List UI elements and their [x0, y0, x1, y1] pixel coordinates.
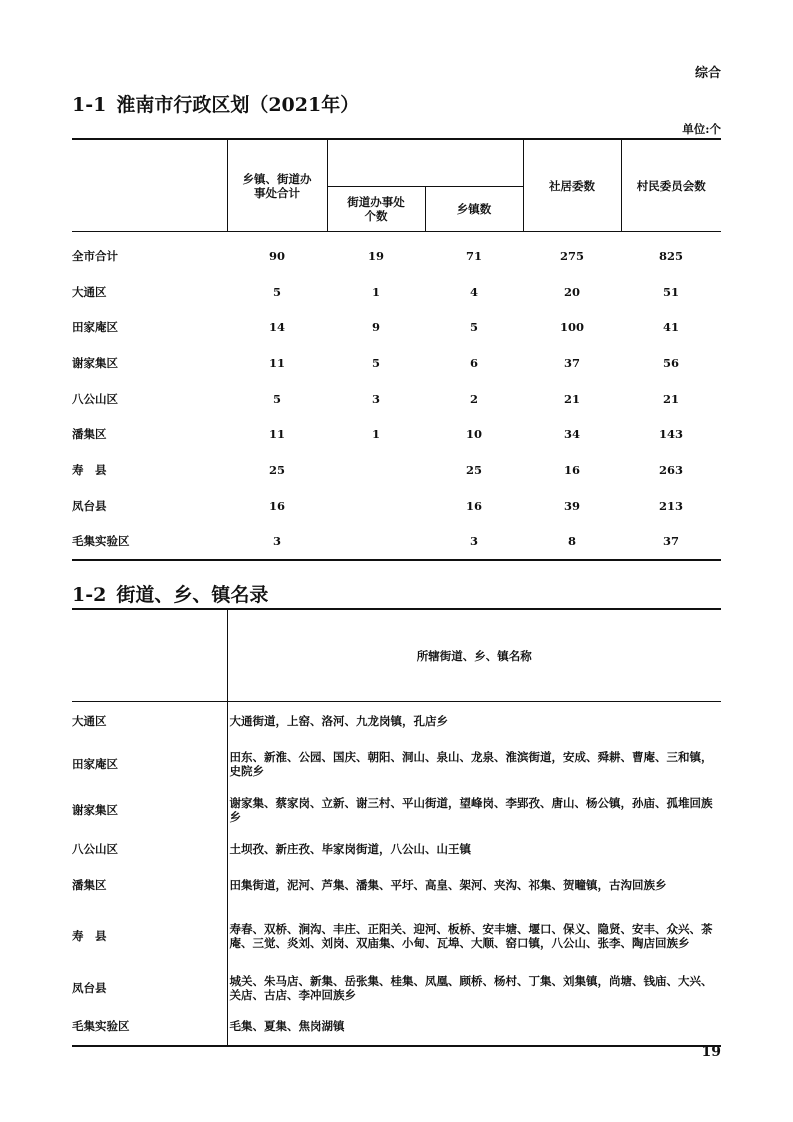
- table-row: [72, 866, 721, 904]
- cell-communities: 16: [563, 462, 580, 477]
- cell-subdistricts: 1: [371, 284, 380, 299]
- cell-name: 寿 县: [72, 462, 107, 477]
- cell-name: 凤台县: [72, 498, 107, 513]
- cell-total: 5: [272, 391, 281, 406]
- cell-total: 5: [272, 284, 281, 299]
- cell-communities: 8: [567, 534, 576, 549]
- cell-townships: 5: [469, 320, 478, 335]
- cell-total: 3: [272, 534, 281, 549]
- cell-total: 14: [268, 320, 285, 335]
- cell-villages: 37: [662, 534, 679, 549]
- cell-name: 大通区: [72, 284, 107, 299]
- cell-name: 毛集实验区: [72, 1008, 227, 1046]
- cell-list: 大通街道，上窑、洛河、九龙岗镇，孔店乡: [229, 713, 448, 728]
- cell-townships: 25: [465, 462, 482, 477]
- table2-title: [72, 580, 268, 607]
- table1-title: [72, 90, 359, 117]
- table-row: [72, 381, 721, 417]
- cell-name: 八公山区: [72, 391, 118, 406]
- col-header-communities: 社居委数: [523, 139, 621, 232]
- cell-list: 毛集、夏集、焦岗湖镇: [229, 1019, 345, 1033]
- cell-villages: 213: [658, 498, 683, 513]
- col-header-total: 乡镇、街道办事处合计: [227, 139, 327, 232]
- cell-communities: 34: [563, 427, 580, 442]
- table-row: [72, 232, 721, 274]
- admin-division-table: [72, 138, 721, 561]
- cell-name: 田家庵区: [72, 320, 118, 335]
- row-header-corner: [72, 139, 227, 232]
- cell-townships: 10: [465, 427, 482, 442]
- page-number: 19: [701, 1044, 721, 1060]
- cell-subdistricts: [327, 452, 425, 488]
- table1-number: 1-1: [72, 94, 107, 116]
- cell-list: 寿春、双桥、涧沟、丰庄、正阳关、迎河、板桥、安丰塘、堰口、保义、隐贤、安丰、众兴、茶庵、三觉、炎刘、刘岗、双庙集、小甸、瓦埠、大顺、窑口镇，八公山、张李、陶店回族乡: [229, 921, 713, 950]
- cell-name: 大通区: [72, 702, 227, 740]
- cell-communities: 39: [563, 498, 580, 513]
- cell-communities: 20: [563, 284, 580, 299]
- cell-name: 凤台县: [72, 968, 227, 1008]
- table-row: [72, 309, 721, 345]
- cell-list: 城关、朱马店、新集、岳张集、桂集、凤凰、顾桥、杨村、丁集、刘集镇，尚塘、钱庙、大兴、关店、古店、李冲回族乡: [229, 973, 713, 1002]
- row-header-corner-2: [72, 609, 227, 702]
- cell-total: 25: [268, 462, 285, 477]
- category-label: 综合: [694, 66, 721, 81]
- table-row: [72, 345, 721, 381]
- col-header-subdistricts: 街道办事处个数: [327, 187, 425, 232]
- cell-subdistricts: 19: [367, 248, 384, 263]
- table-row: [72, 452, 721, 488]
- cell-name: 潘集区: [72, 866, 227, 904]
- cell-townships: 6: [469, 355, 478, 370]
- cell-name: 八公山区: [72, 832, 227, 866]
- cell-subdistricts: [327, 488, 425, 524]
- cell-townships: 71: [465, 248, 482, 263]
- table2-title-text: 街道、乡、镇名录: [116, 584, 269, 606]
- cell-list: 田东、新淮、公园、国庆、朝阳、洞山、泉山、龙泉、淮滨街道，安成、舜耕、曹庵、三和镇，史院乡: [229, 749, 713, 778]
- cell-subdistricts: 1: [371, 427, 380, 442]
- cell-townships: 3: [469, 534, 478, 549]
- cell-name: 谢家集区: [72, 355, 118, 370]
- cell-list: 田集街道，泥河、芦集、潘集、平圩、高皇、架河、夹沟、祁集、贺疃镇，古沟回族乡: [229, 877, 667, 892]
- table-row: [72, 788, 721, 832]
- cell-townships: 2: [469, 391, 478, 406]
- table-row: [72, 740, 721, 788]
- cell-townships: 4: [469, 284, 478, 299]
- cell-subdistricts: 3: [371, 391, 380, 406]
- table-row: [72, 416, 721, 452]
- cell-townships: 16: [465, 498, 482, 513]
- table-row: [72, 274, 721, 310]
- cell-communities: 275: [559, 248, 584, 263]
- cell-total: 90: [268, 248, 285, 263]
- cell-villages: 825: [658, 248, 683, 263]
- col-header-villages: 村民委员会数: [621, 139, 721, 232]
- cell-subdistricts: 9: [371, 320, 380, 335]
- cell-villages: 21: [662, 391, 679, 406]
- cell-list: 谢家集、蔡家岗、立新、谢三村、平山街道，望峰岗、李郢孜、唐山、杨公镇，孙庙、孤堆回族乡: [229, 795, 713, 824]
- cell-name: 潘集区: [72, 427, 107, 442]
- township-directory-table: [72, 608, 721, 1047]
- cell-total: 11: [268, 427, 285, 442]
- col-header-townships: 乡镇数: [425, 187, 523, 232]
- cell-name: 毛集实验区: [72, 534, 130, 549]
- table-row: [72, 904, 721, 968]
- cell-subdistricts: [327, 524, 425, 561]
- cell-name: 谢家集区: [72, 788, 227, 832]
- cell-villages: 263: [658, 462, 683, 477]
- cell-villages: 51: [662, 284, 679, 299]
- cell-communities: 100: [559, 320, 584, 335]
- cell-name: 全市合计: [72, 248, 118, 263]
- table-row: [72, 832, 721, 866]
- cell-subdistricts: 5: [371, 355, 380, 370]
- cell-name: 寿 县: [72, 904, 227, 968]
- cell-total: 16: [268, 498, 285, 513]
- table-row: [72, 488, 721, 524]
- table2-number: 1-2: [72, 584, 107, 606]
- cell-villages: 56: [662, 355, 679, 370]
- table-row: [72, 702, 721, 740]
- cell-villages: 41: [662, 320, 679, 335]
- col-header-group-spacer: [327, 139, 523, 187]
- cell-communities: 21: [563, 391, 580, 406]
- table-row: [72, 1008, 721, 1046]
- cell-villages: 143: [658, 427, 683, 442]
- cell-communities: 37: [563, 355, 580, 370]
- table1-title-text: 淮南市行政区划（2021年）: [116, 94, 360, 116]
- table1-unit: 单位:个: [682, 122, 721, 136]
- table-row: [72, 968, 721, 1008]
- cell-list: 土坝孜、新庄孜、毕家岗街道，八公山、山王镇: [229, 841, 471, 856]
- table-row: [72, 524, 721, 561]
- cell-total: 11: [268, 355, 285, 370]
- cell-name: 田家庵区: [72, 740, 227, 788]
- col-header-township-names: 所辖街道、乡、镇名称: [227, 609, 721, 702]
